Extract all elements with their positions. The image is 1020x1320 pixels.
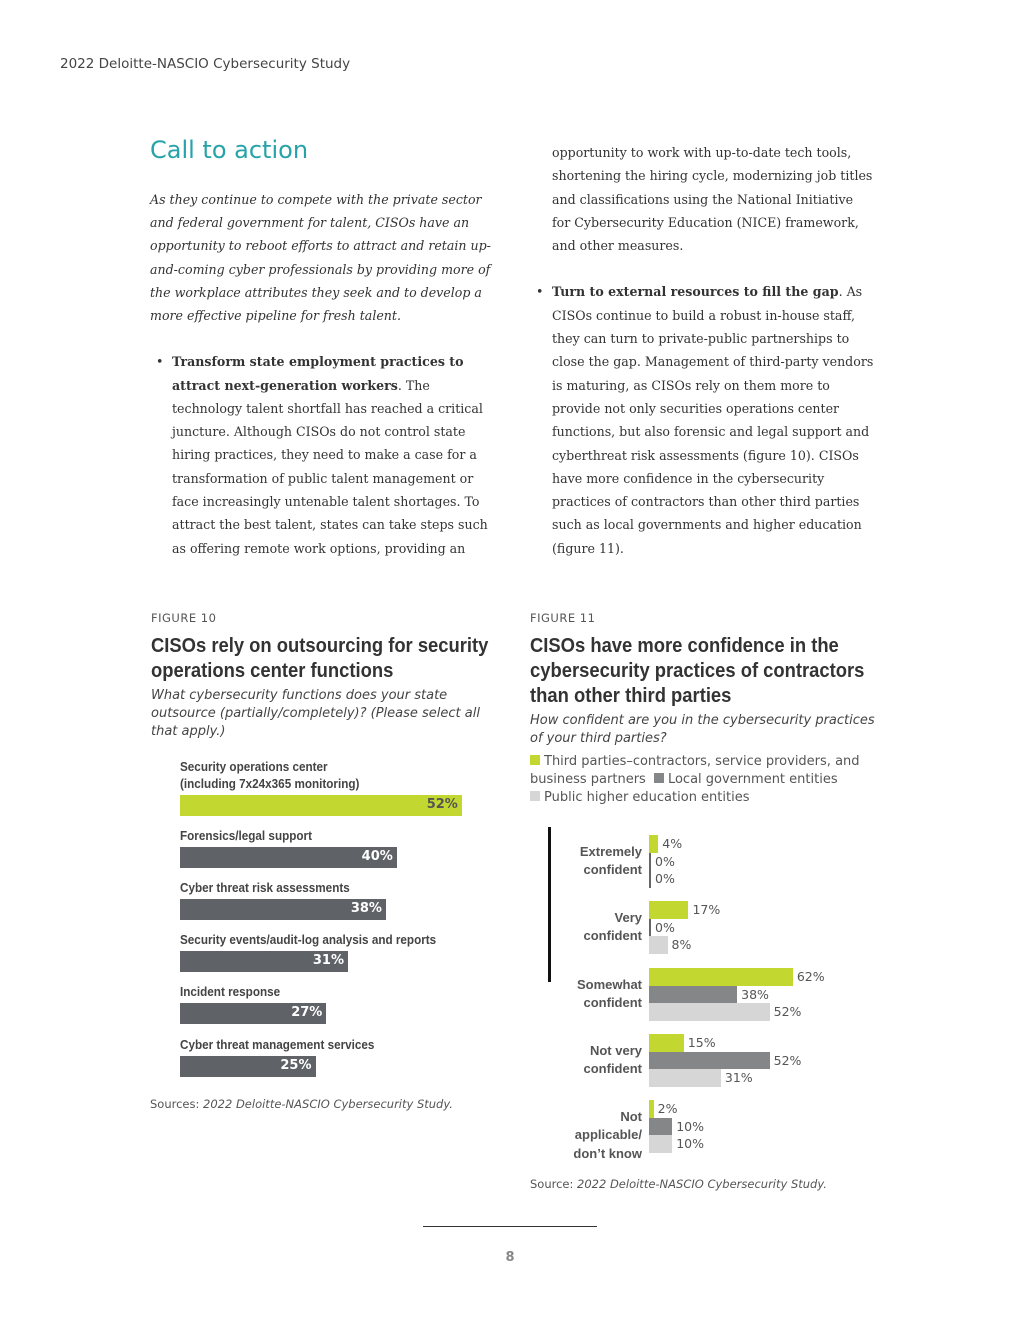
figure11-category-line: confident (583, 1061, 642, 1077)
figure10-category-label: (including 7x24x365 monitoring) (180, 776, 360, 791)
figure10-category-label: Cyber threat management services (180, 1037, 375, 1052)
section-title: Call to action (150, 136, 309, 164)
figure10-row (180, 983, 326, 1024)
figure11-bar (649, 1052, 770, 1070)
bullet2-heading: Turn to external resources to fill the gap (552, 284, 839, 300)
legend-swatch-higher-ed (530, 791, 540, 801)
figure10-bar (180, 1003, 326, 1024)
figure10-bar (180, 899, 386, 920)
figure10-value-label: 52% (426, 797, 458, 812)
figure11-bar (649, 986, 737, 1004)
figure11-value-label: 0% (655, 871, 675, 886)
footer-rule (423, 1226, 597, 1227)
figure11-bar (649, 901, 688, 919)
figure10-row (180, 879, 386, 920)
legend-third-parties-line2: business partners (530, 772, 646, 787)
bullet1-heading: Transform state employment practices to attract next-generation workers (172, 354, 464, 393)
figure11-axis-line (548, 827, 551, 982)
figure10-bar (180, 1056, 316, 1077)
figure11-category-line: Not very (589, 1042, 642, 1058)
figure11-value-label: 8% (671, 937, 692, 952)
bullet-external-resources (530, 280, 875, 560)
figure11-bar (649, 835, 658, 853)
figure11-bar (649, 1003, 770, 1021)
figure10-value-label: 38% (350, 901, 382, 916)
bullet1-text: . The technology talent shortfall has reached a critical juncture. Although CISOs do not control state hiring practices, they need to make a case for a transformation of public talent management or face increasingly untenable talent shortages. To attract the best talent, states can take steps such as offering remote work options, providing an (172, 377, 488, 556)
figure11-bar (649, 968, 793, 986)
right-column (530, 141, 875, 560)
figure10-bar (180, 951, 348, 972)
figure11-value-label: 4% (662, 836, 683, 851)
figure11-value-label: 0% (655, 919, 675, 935)
figure11-category-line: confident (583, 928, 642, 944)
figure11-category-label (552, 909, 642, 946)
legend-row-1 (530, 753, 870, 771)
figure11-bar (649, 1034, 684, 1052)
figure11-category-line: don’t know (573, 1145, 642, 1161)
figure11-value-label: 38% (741, 986, 769, 1002)
figure11-value-label: 17% (692, 902, 721, 917)
figure11-bar (649, 1069, 721, 1087)
figure11-bar (649, 1100, 654, 1118)
figure10-category-label: Cyber threat risk assessments (180, 880, 350, 895)
figure11-category-label (552, 1042, 642, 1079)
figure10-row (180, 931, 465, 972)
bullet-dot: • (536, 284, 544, 300)
figure11-category-label (552, 1108, 642, 1164)
figure10-row (180, 758, 462, 816)
figure11-category-line: confident (583, 862, 642, 878)
source-title: 2022 Deloitte-NASCIO Cybersecurity Study. (203, 1097, 453, 1111)
legend-row-3 (530, 789, 870, 807)
legend-higher-ed: Public higher education entities (544, 790, 750, 805)
figure11-value-label: 10% (676, 1136, 704, 1151)
figure10-row (180, 827, 397, 868)
figure10-bar (180, 795, 462, 816)
figure10-value-label: 40% (361, 849, 393, 864)
bullet-transform-practices (150, 350, 495, 560)
figure10-category-label: Incident response (180, 984, 281, 999)
figure10-label: FIGURE 10 (151, 611, 217, 625)
figure11-value-label: 15% (687, 1035, 716, 1050)
bullet-dot: • (156, 354, 164, 370)
figure11-category-line: Somewhat (576, 976, 642, 992)
figure10-bar (180, 847, 397, 868)
figure10-category-label: Security operations center (180, 759, 328, 774)
running-header: 2022 Deloitte-NASCIO Cybersecurity Study (60, 56, 351, 72)
figure10-value-label: 25% (280, 1058, 312, 1073)
page-number: 8 (505, 1250, 515, 1265)
figure11-category-line: Extremely (579, 843, 642, 859)
left-column (150, 188, 495, 560)
figure11-value-label: 0% (655, 853, 675, 869)
figure11-bar (649, 936, 668, 954)
figure11-bar (649, 1135, 672, 1153)
figure10-source (150, 1097, 453, 1111)
figure11-question: How confident are you in the cybersecurity practices of your third parties? (530, 713, 875, 746)
figure10-category-label: Forensics/legal support (180, 828, 312, 843)
figure10-title: CISOs rely on outsourcing for security operations center functions (151, 635, 489, 682)
legend-local-gov: Local government entities (667, 772, 838, 787)
figure11-category-line: confident (583, 995, 642, 1011)
figure11-value-label: 52% (773, 1004, 802, 1019)
figure11-value-label: 52% (773, 1052, 802, 1068)
figure11-source (530, 1177, 827, 1191)
source-title: 2022 Deloitte-NASCIO Cybersecurity Study. (577, 1177, 827, 1191)
figure11-bar (649, 870, 651, 888)
figure11-label: FIGURE 11 (530, 611, 596, 625)
intro-paragraph: As they continue to compete with the private sector and federal government for talent, CISOs have an opportunity to reboot efforts to attract and retain up-and-coming cyber professionals by providing more of the workplace attributes they seek and to develop a more effective pipeline for fresh talent. (150, 192, 491, 324)
figure11-bar (649, 1118, 672, 1136)
figure11-bar (649, 853, 651, 871)
figure11-category-line: Not applicable/ (574, 1108, 642, 1143)
figure10-value-label: 31% (312, 953, 345, 968)
figure11-category-line: Very (614, 909, 642, 925)
source-prefix: Sources: (150, 1097, 204, 1111)
figure11-category-label (552, 976, 642, 1013)
figure11-legend (530, 753, 870, 807)
figure11-value-label: 62% (796, 969, 825, 984)
source-prefix: Source: (530, 1177, 578, 1191)
legend-swatch-local-gov (654, 773, 664, 783)
figure10-value-label: 27% (291, 1005, 323, 1020)
bullet2-text: . As CISOs continue to build a robust in-house staff, they can turn to private-public partnerships to close the gap. Management of third-party vendors is maturing, as CISOs rely on them more to provide not only securities operations center functions, but also forensic and legal support and cyberthreat risk assessments (figure 10). CISOs have more confidence in the cybersecurity practices of contractors than other third parties such as local governments and higher education (figure 11). (552, 284, 874, 556)
legend-swatch-third-parties (530, 755, 540, 765)
legend-row-2 (530, 771, 870, 789)
figure11-title: CISOs have more confidence in the cybersecurity practices of contractors than other third parties (530, 635, 865, 707)
figure11-value-label: 2% (657, 1101, 678, 1116)
figure11-value-label: 31% (724, 1070, 753, 1085)
legend-third-parties-line1: Third parties–contractors, service providers, and (544, 754, 860, 769)
figure11-category-label (552, 843, 642, 880)
figure10-category-label: Security events/audit-log analysis and reports (180, 932, 437, 947)
bullet1-continued: opportunity to work with up-to-date tech tools, shortening the hiring cycle, modernizing job titles and classifications using the National Initiative for Cybersecurity Education (NICE) framework, and other measures. (552, 145, 873, 254)
figure11-bar (649, 919, 651, 937)
figure10-row (180, 1036, 396, 1077)
figure11-value-label: 10% (676, 1118, 704, 1134)
figure10-question: What cybersecurity functions does your state outsource (partially/completely)? (Please select all that apply.) (151, 688, 480, 739)
